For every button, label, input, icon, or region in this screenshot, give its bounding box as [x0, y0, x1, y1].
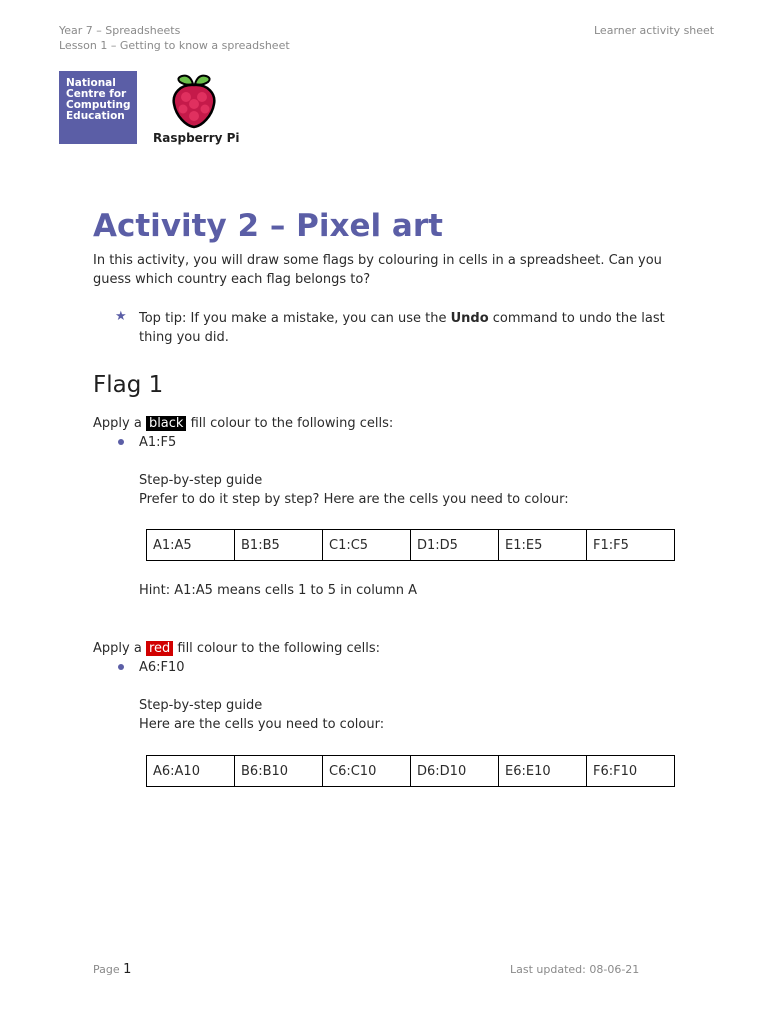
instruction-suffix: fill colour to the following cells:	[186, 416, 394, 431]
red-cells-table	[146, 755, 675, 787]
table-cell: B6:B10	[235, 756, 323, 787]
red-range: A6:F10	[139, 660, 185, 675]
ncce-logo-line: Computing	[66, 99, 131, 111]
page-title: Activity 2 – Pixel art	[93, 208, 443, 244]
bullet-icon	[118, 664, 124, 670]
table-row	[147, 530, 675, 561]
top-tip	[139, 309, 684, 347]
instruction-prefix: Apply a	[93, 416, 146, 431]
flag1-heading: Flag 1	[93, 372, 164, 398]
table-cell: B1:B5	[235, 530, 323, 561]
ncce-logo-line: Education	[66, 110, 125, 122]
last-updated: Last updated: 08-06-21	[510, 963, 640, 976]
page-label: Page	[93, 963, 124, 976]
table-cell: C1:C5	[323, 530, 411, 561]
black-cells-table	[146, 529, 675, 561]
table-cell: E6:E10	[499, 756, 587, 787]
header-sheet-type: Learner activity sheet	[594, 24, 715, 37]
table-cell: C6:C10	[323, 756, 411, 787]
table-cell: F6:F10	[587, 756, 675, 787]
raspberry-pi-wordmark: Raspberry Pi	[153, 131, 240, 145]
ncce-logo	[59, 71, 137, 144]
table-cell: E1:E5	[499, 530, 587, 561]
hint-text: Hint: A1:A5 means cells 1 to 5 in column A	[139, 583, 417, 598]
table-cell: A1:A5	[147, 530, 235, 561]
ncce-logo-line: National	[66, 77, 116, 89]
header-lesson: Lesson 1 – Getting to know a spreadsheet	[59, 39, 290, 52]
red-highlight: red	[146, 641, 173, 656]
raspberry-pi-logo-icon	[168, 70, 220, 130]
bullet-icon	[118, 439, 124, 445]
instruction-prefix: Apply a	[93, 641, 146, 656]
page-number-value: 1	[123, 962, 132, 977]
instruction-suffix: fill colour to the following cells:	[173, 641, 381, 656]
header-course: Year 7 – Spreadsheets	[59, 24, 181, 37]
page-number	[93, 962, 131, 977]
black-guide-title: Step-by-step guide	[139, 473, 263, 488]
red-guide-text: Here are the cells you need to colour:	[139, 717, 385, 732]
table-cell: A6:A10	[147, 756, 235, 787]
black-range: A1:F5	[139, 435, 177, 450]
intro-text: In this activity, you will draw some flags by colouring in cells in a spreadsheet. Can you guess which country each flag belongs to?	[93, 253, 662, 287]
ncce-logo-line: Centre for	[66, 88, 127, 100]
top-tip-text: Top tip: If you make a mistake, you can use the	[139, 311, 451, 326]
table-cell: D1:D5	[411, 530, 499, 561]
top-tip-text-end: command to undo the last thing you did.	[139, 311, 665, 345]
red-guide-title: Step-by-step guide	[139, 698, 263, 713]
undo-command: Undo	[450, 311, 489, 326]
table-row	[147, 756, 675, 787]
table-cell: F1:F5	[587, 530, 675, 561]
black-instruction	[93, 414, 393, 433]
black-guide-text: Prefer to do it step by step? Here are the cells you need to colour:	[139, 492, 569, 507]
red-instruction	[93, 639, 380, 658]
black-highlight: black	[146, 416, 187, 431]
star-icon: ★	[115, 309, 127, 324]
table-cell: D6:D10	[411, 756, 499, 787]
